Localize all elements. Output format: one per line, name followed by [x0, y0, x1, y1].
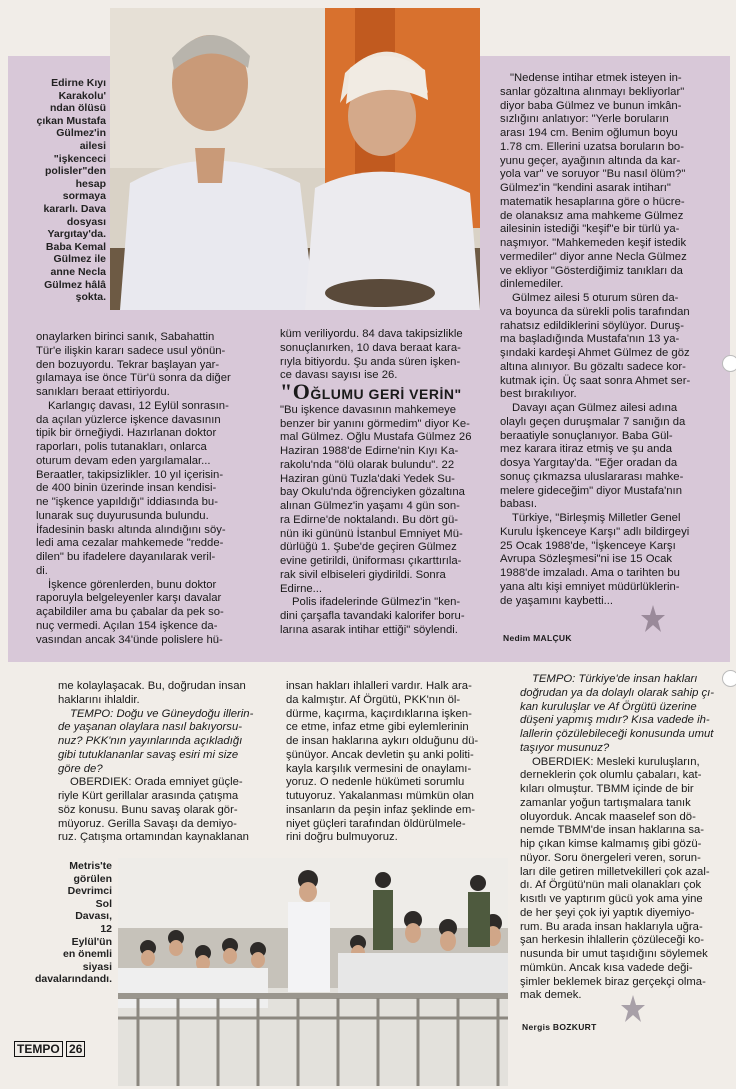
courtroom-photo: [118, 858, 508, 1086]
text-line: Tür'e ilişkin kararı sadece usul yönün-: [36, 344, 226, 357]
text-line: zamanlar yoğun tartışmalara tanık: [520, 796, 691, 809]
text-line: de olanaksız ama mahkeme Gülmez: [500, 209, 684, 222]
caption-line: Gülmez'in: [56, 127, 106, 140]
article-column-3: [500, 72, 722, 608]
text-line: şındaki kardeşi Ahmet Gülmez de göz: [500, 347, 690, 359]
interview-column-2: [286, 680, 504, 845]
text-line: oturum devam eden yargılamalar...: [36, 454, 211, 467]
text-line: dürme, kaçırma, kaçırdıklarına işken-: [286, 707, 472, 720]
text-line: oluyorduk. Ancak maaselef son dö-: [520, 810, 696, 823]
caption-line: Davası,: [75, 910, 112, 923]
text-line: göre de?: [58, 762, 103, 775]
text-line: insanların da peşin infaz şeklinde em-: [286, 803, 476, 816]
article-column-2: [280, 328, 486, 638]
text-line: ruz. Çatışma ortamından kaynaklanan: [58, 831, 249, 844]
text-line: Avrupa Sözleşmesi"ni ise 15 Ocak: [500, 553, 673, 566]
caption-line: 12: [100, 922, 112, 935]
text-line: sanıkları beraat ettiriyordu.: [36, 386, 170, 398]
text-line: Beraatler, takipsizlikler. 10 yıl içerisin-: [36, 468, 224, 481]
text-line: melere gideceğim" diyor Mustafa'nın: [500, 484, 682, 497]
text-line: ları dile getiren milletvekilleri çok azal-: [520, 865, 710, 878]
caption-line: kararlı. Dava: [43, 202, 106, 215]
text-line: rakolu'nda "ölü olarak bulundu". 22: [280, 458, 455, 471]
heading-rest: ĞLUMU GERİ VERİN": [310, 386, 462, 402]
text-line: gibi tutuklananlar savaş esiri mi size: [58, 748, 239, 761]
text-line: küm veriliyordu. 84 dava takipsizlikle: [280, 328, 463, 340]
text-line: müyoruz. Gerilla Savaşı da demiyo-: [58, 817, 237, 830]
text-line: de yaşanan olaylara nasıl bakıyorsu-: [58, 721, 242, 734]
caption-line: çıkan Mustafa: [36, 114, 106, 127]
star-icon: [620, 994, 646, 1024]
caption-line: Metris'te: [69, 860, 112, 872]
text-line: dürlüğü 1. Şube'de geçiren Gülmez: [280, 541, 457, 554]
caption-line: şokta.: [75, 291, 106, 304]
text-line: rum. Bu arada insan haklarıyla uğra-: [520, 920, 703, 933]
text-line: dı. Af Örgütü'nün mali olanakları çok: [520, 879, 702, 892]
text-line: va boyunca da sürekli polis tarafından: [500, 305, 690, 318]
text-line: rini doğru bulmuyoruz.: [286, 831, 398, 844]
text-line: dinlemediler.: [500, 278, 564, 291]
text-line: alınan Gülmez'in yaşamı 4 gün son-: [280, 500, 460, 512]
text-line: larına asarak intihar ettiği" söylendi.: [280, 623, 458, 636]
text-line: şünüyor. Ancak devletin şu anki politi-: [286, 748, 474, 761]
text-line: insan hakları ihlalleri vardır. Halk ara-: [286, 680, 472, 692]
text-line: rak sivil elbiseleri giydirildi. Sonra: [280, 568, 446, 581]
caption-line: Edirne Kıyı: [51, 77, 106, 89]
text-line: lallerin çözülebileceği konusunda umut: [520, 728, 714, 740]
text-line: sanlar gözaltına alınmayı bekliyorlar": [500, 85, 685, 98]
text-line: tutuyoruz. Yakalanması mümkün olan: [286, 790, 474, 802]
caption-line: dosyası: [66, 215, 106, 228]
caption-line: Karakolu': [58, 89, 106, 102]
caption-line: davalarındandı.: [34, 973, 112, 986]
text-line: Kurulu İşkenceye Karşı" adlı bildirgeyi: [500, 525, 690, 538]
text-line: de 400 binin üzerinde insan kendisi-: [36, 482, 217, 495]
caption-line: Gülmez hâlâ: [44, 278, 106, 291]
text-line: OBERDIEK: Mesleki kuruluşların,: [532, 755, 700, 768]
text-line: 25 Ocak 1988'de, "İşkenceye Karşı: [500, 539, 676, 552]
text-line: Haziran günü Tuzla'daki Yedek Su-: [280, 472, 455, 485]
text-line: riyle Kürt gerillalar arasında çatışma: [58, 790, 239, 802]
text-line: İşkence görenlerden, bunu doktor: [48, 578, 217, 591]
caption-line: Gülmez ile: [53, 253, 106, 266]
text-line: taşıyor musunuz?: [520, 741, 610, 754]
interview-column-3: [520, 673, 728, 1003]
text-line: gılamaya ise önce Tür'ü sonra da diğer: [36, 372, 231, 385]
photo-caption-top: [14, 77, 106, 304]
text-line: tipik bir örneğiydi. Hazırlanan doktor: [36, 427, 217, 440]
text-line: matematik hesaplarına göre o hücre-: [500, 195, 685, 208]
text-line: raporuyla belgeleyenler karşı davalar: [36, 592, 222, 605]
section-heading: [280, 379, 486, 404]
caption-line: hesap: [75, 177, 106, 190]
text-line: raporları, polis tutanakları, onlarca: [36, 441, 207, 453]
text-line: dini çarşafla tavandaki kalorifer boru-: [280, 610, 465, 622]
text-line: da açılan yüzlerce işkence davasının: [36, 413, 221, 426]
text-line: TEMPO: Doğu ve Güneydoğu illerin-: [70, 707, 254, 720]
heading-initial: O: [292, 379, 311, 404]
text-line: Haziran 1988'de Edirne'nin Kıyı Ka-: [280, 445, 459, 457]
text-line: nuç vermedi. Açılan 154 işkence da-: [36, 619, 218, 632]
text-line: "Bu işkence davasının mahkemeye: [280, 403, 457, 416]
caption-line: Sol: [95, 897, 112, 910]
text-line: nüyor. Soru önergeleri veren, sorun-: [520, 851, 701, 864]
caption-line: Eylül'ün: [71, 935, 112, 948]
text-line: ve ekliyor "Gösterdiğimiz tanıkları da: [500, 264, 683, 277]
binder-hole: [722, 355, 736, 372]
caption-line: ndan ölüsü: [50, 102, 106, 115]
caption-line: polisler"den: [45, 165, 106, 178]
family-photo: [110, 8, 480, 310]
text-line: evine getirildi, üniforması çıkarttırıla-: [280, 555, 462, 567]
text-line: kayla karşılık vermesini de onaylamı-: [286, 762, 472, 775]
text-line: yoruz. O nedenle hükümeti sorumlu: [286, 776, 465, 789]
text-line: bay Okulu'nda öğrenciyken gözaltına: [280, 486, 465, 499]
text-line: yola var" ve soruyor "Bu nasıl ölüm?": [500, 168, 686, 181]
text-line: vermediler" diyor anne Necla Gülmez: [500, 250, 687, 263]
binder-hole: [722, 670, 736, 687]
text-line: mal Gülmez. Oğlu Mustafa Gülmez 26: [280, 431, 472, 444]
article-column-1: [36, 331, 276, 647]
text-line: di.: [36, 564, 48, 577]
text-line: şimler beklemek biraz gerçekçi olma-: [520, 975, 706, 988]
text-line: İfadesinin baskı altında alındığını söy-: [36, 523, 226, 536]
text-line: kısıtlı ve yaptırım gücü yok ama yine: [520, 893, 703, 905]
text-line: TEMPO: Türkiye'de insan hakları: [532, 673, 698, 685]
caption-line: sormaya: [62, 190, 106, 203]
text-line: lunarak suç duyurusunda bulundu.: [36, 509, 209, 522]
text-line: şan herkesin ihlallerin çözüleceği ko-: [520, 934, 704, 947]
text-line: nusunda bir umut taşıdığını söylemek: [520, 948, 708, 960]
text-line: düşeni yapmış mıdır? Kısa vadede ih-: [520, 714, 710, 727]
text-line: kıları olmuştur. TBMM içinde de bir: [520, 783, 694, 795]
text-line: OBERDIEK: Orada emniyet güçle-: [70, 776, 243, 789]
text-line: babası.: [500, 498, 538, 511]
text-line: niyet güçleri tarafından öldürülmele-: [286, 817, 466, 830]
author-signature-bottom: Nergis BOZKURT: [522, 1022, 597, 1032]
text-line: sonuç çıkmazsa uluslararası mahke-: [500, 470, 684, 483]
text-line: dilen" bu ifadelere dayanılarak veril-: [36, 551, 216, 563]
caption-line: görülen: [73, 872, 112, 885]
text-line: diyor baba Gülmez ve bunun imkân-: [500, 99, 682, 112]
author-signature-top: Nedim MALÇUK: [503, 633, 572, 643]
text-line: rahatsız edildiklerini söylüyor. Duruş-: [500, 319, 684, 332]
text-line: Türkiye, "Birleşmiş Milletler Genel: [512, 512, 681, 524]
text-line: ailesinin istediği "keşif"e bir türlü ya-: [500, 223, 680, 236]
text-line: Polis ifadelerinde Gülmez'in "ken-: [292, 596, 461, 609]
text-line: de yaşamını kaybetti...: [500, 594, 614, 607]
caption-line: ailesi: [79, 139, 106, 152]
text-line: Edirne...: [280, 582, 323, 595]
heading-quote: ": [280, 379, 293, 404]
caption-line: Baba Kemal: [45, 240, 106, 253]
text-line: Karlangıç davası, 12 Eylül sonrasın-: [48, 399, 229, 412]
caption-line: Devrimci: [67, 885, 112, 898]
text-line: söz konusu. Bunu savaş olarak gör-: [58, 803, 238, 816]
star-icon: [640, 604, 666, 634]
text-line: naşmıyor. "Mahkemeden keşif istedik: [500, 237, 687, 249]
text-line: açabildiler ama bu çabalar da pek so-: [36, 606, 224, 618]
text-line: olaylı geçen duruşmalar 7 sanığın da: [500, 415, 686, 428]
photo-caption-bottom: [14, 860, 112, 986]
text-line: ce davası sayısı ise 26.: [280, 369, 398, 382]
text-line: kutmak için. Üç saat sonra Ahmet ser-: [500, 374, 691, 387]
text-line: ne "işkence yapıldığı" iddiasında bu-: [36, 496, 218, 508]
text-line: dosya Yargıtay'da. "Eğer oradan da: [500, 457, 678, 469]
text-line: doğrudan ya da dolaylı olarak sahip çı-: [520, 686, 715, 699]
text-line: me kolaylaşacak. Bu, doğrudan insan: [58, 680, 246, 692]
interview-column-1: [58, 680, 276, 845]
text-line: da kalmıştır. Af Örgütü, PKK'nın öl-: [286, 693, 461, 706]
page-number: 26: [66, 1041, 85, 1057]
caption-line: siyasi: [82, 960, 112, 973]
text-line: ma başladığında Mustafa'nın 13 ya-: [500, 333, 680, 346]
text-line: rıyla bitiyordu. Şu anda süren işken-: [280, 355, 461, 368]
text-line: benzer bir yanını görmedim" diyor Ke-: [280, 417, 470, 430]
text-line: arası 194 cm. Benim oğlumun boyu: [500, 127, 678, 139]
text-line: kan kuruluşlar ve Af Örgütü üzerine: [520, 700, 697, 713]
caption-line: en önemli: [62, 948, 112, 961]
text-line: haklarını ihlaldir.: [58, 693, 140, 706]
text-line: onaylarken birinci sanık, Sabahattin: [36, 331, 215, 343]
text-line: nün iki gününü İstanbul Emniyet Mü-: [280, 527, 463, 540]
text-line: nuz? PKK'nın yayınlarında açıkladığı: [58, 735, 243, 747]
text-line: de insan haklarına aykırı olduğunu dü-: [286, 735, 479, 747]
text-line: den bozuyordu. Tekrar başlayan yar-: [36, 358, 220, 371]
text-line: derneklerin çok olumlu çabaları, kat-: [520, 769, 702, 782]
text-line: yana altı kişi emniyet müdürlüklerin-: [500, 580, 680, 593]
text-line: mez karara itiraz etmiş ve şu anda: [500, 443, 673, 456]
text-line: altına alınıyor. Bu gözaltı sadece kor-: [500, 360, 686, 373]
text-line: sızlığını anlatıyor: "Yerle boruların: [500, 113, 669, 126]
text-line: mümkün. Ancak kısa vadede deği-: [520, 961, 693, 974]
text-line: ra Edirne'de noktalandı. Bu dört gü-: [280, 513, 458, 526]
text-line: Davayı açan Gülmez ailesi adına: [512, 402, 678, 414]
magazine-logo: TEMPO: [14, 1041, 63, 1057]
text-line: "Nedense intihar etmek isteyen in-: [510, 72, 682, 84]
text-line: ledi ama cezalar mahkemede "redde-: [36, 537, 224, 550]
text-line: best bırakılıyor.: [500, 388, 577, 401]
text-line: 1.78 cm. Ellerini uzatsa boruların bo-: [500, 140, 684, 153]
caption-line: Yargıtay'da.: [47, 228, 106, 241]
text-line: ce etme, infaz etme gibi eylemlerinin: [286, 721, 469, 734]
text-line: hip çıkan kimse kalmamış gibi gözü-: [520, 838, 702, 850]
text-line: Gülmez ailesi 5 oturum süren da-: [512, 292, 679, 304]
text-line: nemde TBMM'de insan haklarına sa-: [520, 824, 705, 837]
page-footer: [14, 1042, 85, 1056]
caption-line: anne Necla: [50, 265, 106, 278]
text-line: 1988'de imzaladı. Ama o tarihten bu: [500, 567, 680, 579]
text-line: mak demek.: [520, 989, 582, 1002]
text-line: yunu geçer, ayağının altında da kar-: [500, 154, 681, 167]
text-line: beraatiyle sonuçlanıyor. Baba Gül-: [500, 429, 673, 442]
caption-line: "işkenceci: [53, 152, 106, 165]
text-line: de her şeyi çok iyi yaptık diyemiyo-: [520, 906, 695, 919]
text-line: Gülmez'in "kendini asarak intiharı": [500, 182, 671, 194]
text-line: vasından ancak 34'ünde polislere hü-: [36, 633, 223, 646]
text-line: sonuçlanırken, 10 dava beraat kara-: [280, 341, 461, 354]
